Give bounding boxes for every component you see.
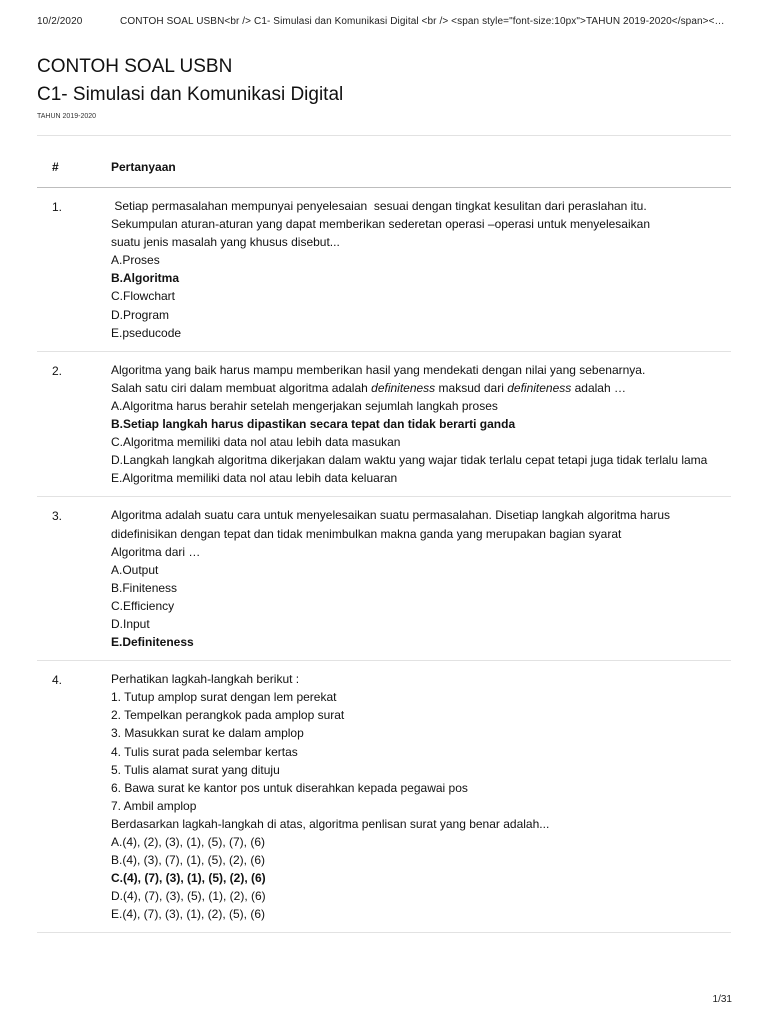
document-title-line2: C1- Simulasi dan Komunikasi Digital: [37, 84, 344, 105]
option-text: (4), (7), (3), (1), (2), (5), (6): [122, 907, 266, 922]
answer-option-correct: [111, 269, 725, 287]
option-text: (4), (7), (3), (1), (5), (2), (6): [123, 871, 266, 886]
question-text-line: Algoritma adalah suatu cara untuk menyelesaikan suatu permasalahan. Disetiap langkah algoritma harus: [111, 508, 670, 523]
option-letter: D.: [111, 616, 123, 631]
step-item: 7. Ambil amplop: [111, 798, 197, 813]
question-number: 4.: [52, 673, 63, 688]
question-content: [111, 506, 725, 651]
answer-option-correct: [111, 633, 725, 651]
table-header: [37, 135, 731, 188]
answer-option: [111, 615, 725, 633]
step-item: 3. Masukkan surat ke dalam amplop: [111, 726, 304, 741]
question-text-line: Algoritma dari …: [111, 544, 201, 559]
print-document-title: CONTOH SOAL USBN<br /> C1- Simulasi dan Komunikasi Digital <br /> <span style="font-size:10px">TAHUN 2019-2020</span><…: [120, 16, 725, 27]
question-term-italic: definiteness: [371, 380, 436, 395]
option-text: (4), (7), (3), (5), (1), (2), (6): [123, 889, 266, 904]
option-letter: B.: [111, 417, 123, 432]
step-item: 5. Tulis alamat surat yang dituju: [111, 762, 280, 777]
option-letter: C.: [111, 289, 123, 304]
option-letter: D.: [111, 453, 123, 468]
answer-option-correct: [111, 415, 725, 433]
question-text-segment: adalah …: [571, 380, 626, 395]
table-row: [37, 661, 731, 933]
question-content: [111, 361, 725, 488]
answer-option: [111, 287, 725, 305]
answer-option: [111, 397, 725, 415]
answer-option: [111, 451, 725, 469]
option-letter: E.: [111, 907, 123, 922]
question-prompt: Berdasarkan lagkah-langkah di atas, algoritma penlisan surat yang benar adalah...: [111, 816, 550, 831]
option-text: Algoritma memiliki data nol atau lebih data keluaran: [122, 471, 398, 486]
answer-option: [111, 905, 725, 923]
question-number: 1.: [52, 200, 63, 214]
option-text: Proses: [122, 253, 160, 268]
option-letter: E.: [111, 325, 123, 340]
print-header: [37, 16, 732, 32]
option-text: pseducode: [122, 325, 182, 340]
option-letter: D.: [111, 307, 123, 322]
answer-option: [111, 833, 725, 851]
question-content: [111, 670, 725, 923]
answer-option: [111, 251, 725, 269]
answer-option: [111, 851, 725, 869]
option-letter: E.: [111, 471, 123, 486]
document-year: TAHUN 2019-2020: [37, 113, 97, 120]
table-row: [37, 188, 731, 352]
answer-option: [111, 597, 725, 615]
question-intro: Perhatikan lagkah-langkah berikut :: [111, 672, 300, 687]
answer-option: [111, 324, 725, 342]
option-text: (4), (3), (7), (1), (5), (2), (6): [122, 853, 266, 868]
question-text-segment: maksud dari: [435, 380, 508, 395]
answer-option: [111, 306, 725, 324]
question-text-segment: Salah satu ciri dalam membuat algoritma adalah: [111, 380, 372, 395]
table-row: [37, 497, 731, 661]
option-text: Flowchart: [123, 289, 176, 304]
option-letter: C.: [111, 871, 123, 886]
question-term-italic: definiteness: [507, 380, 572, 395]
option-letter: B.: [111, 271, 123, 286]
questions-table: [37, 135, 731, 933]
option-text: Algoritma memiliki data nol atau lebih data masukan: [123, 435, 401, 450]
option-letter: B.: [111, 853, 123, 868]
question-text-line: didefinisikan dengan tepat dan tidak menimbulkan makna ganda yang merupakan bagian syarat: [111, 526, 622, 541]
question-number: 2.: [52, 363, 63, 378]
option-text: Finiteness: [122, 580, 178, 595]
step-item: 1. Tutup amplop surat dengan lem perekat: [111, 690, 337, 705]
option-text: Langkah langkah algoritma dikerjakan dalam waktu yang wajar tidak terlalu cepat tetapi juga tidak terlalu lama: [123, 453, 708, 468]
option-letter: A.: [111, 835, 123, 849]
question-text-line: Sekumpulan aturan-aturan yang dapat memberikan sederetan operasi –operasi untuk menyelesaikan: [111, 217, 650, 232]
option-letter: A.: [111, 562, 123, 577]
step-item: 6. Bawa surat ke kantor pos untuk diserahkan kepada pegawai pos: [111, 780, 468, 795]
option-text: Setiap langkah harus dipastikan secara tepat dan tidak berarti ganda: [123, 417, 516, 432]
option-letter: B.: [111, 580, 123, 595]
option-letter: A.: [111, 398, 123, 413]
answer-option: [111, 561, 725, 579]
answer-option: [111, 433, 725, 451]
table-row: [37, 352, 731, 498]
option-text: Algoritma: [123, 271, 180, 286]
option-text: Definiteness: [122, 635, 194, 650]
option-letter: C.: [111, 598, 123, 613]
header-number: #: [52, 160, 59, 174]
step-item: 4. Tulis surat pada selembar kertas: [111, 744, 298, 759]
page-number: 1/31: [712, 994, 732, 1005]
document-title-line1: CONTOH SOAL USBN: [37, 56, 233, 77]
question-text-line: Setiap permasalahan mempunyai penyelesaian sesuai dengan tingkat kesulitan dari peraslahan itu.: [111, 199, 647, 213]
answer-option: [111, 469, 725, 487]
option-text: Algoritma harus berahir setelah mengerjakan sejumlah langkah proses: [122, 398, 498, 413]
answer-option-correct: [111, 869, 725, 887]
option-text: Input: [123, 616, 150, 631]
question-number: 3.: [52, 509, 63, 524]
question-text-line: suatu jenis masalah yang khusus disebut...: [111, 235, 340, 250]
option-letter: A.: [111, 253, 123, 268]
print-date: 10/2/2020: [37, 16, 83, 27]
answer-option: [111, 887, 725, 905]
document-title-block: [37, 53, 731, 122]
option-letter: E.: [111, 635, 123, 650]
question-text-line: [111, 379, 725, 397]
option-text: Program: [123, 307, 170, 322]
option-text: (4), (2), (3), (1), (5), (7), (6): [122, 835, 266, 849]
option-text: Efficiency: [123, 598, 175, 613]
option-text: Output: [122, 562, 159, 577]
question-text-line: Algoritma yang baik harus mampu memberikan hasil yang mendekati dengan nilai yang sebenarnya.: [111, 362, 646, 377]
option-letter: D.: [111, 889, 123, 904]
question-content: [111, 197, 725, 342]
answer-option: [111, 579, 725, 597]
option-letter: C.: [111, 435, 123, 450]
step-item: 2. Tempelkan perangkok pada amplop surat: [111, 708, 345, 723]
header-question: Pertanyaan: [111, 160, 176, 174]
